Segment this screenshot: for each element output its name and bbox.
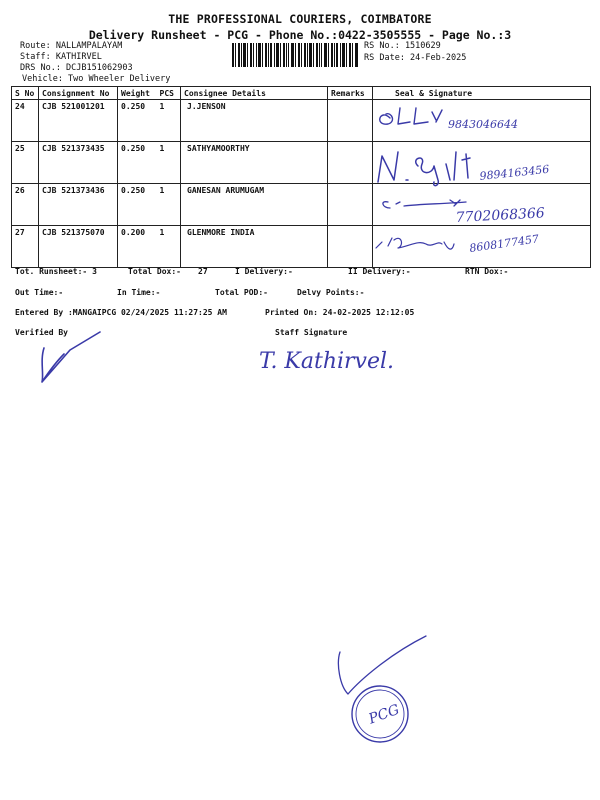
consignee-name: GANESAN ARUMUGAM [187, 186, 265, 195]
seal-phone-26: 7702068366 [455, 205, 546, 226]
cell-remarks [328, 100, 373, 142]
cell-consignee [181, 226, 328, 268]
cell-weight: 0.200 [121, 228, 146, 237]
cell-sno: 27 [12, 226, 39, 268]
route-label: Route: NALLAMPALAYAM [20, 41, 123, 51]
cell-pcs: 1 [159, 228, 165, 237]
cell-pcs: 1 [159, 102, 165, 111]
runsheet-title: Delivery Runsheet - PCG - Phone No.:0422-3505555 - Page No.:3 [88, 28, 512, 42]
consignee-name: J.JENSON [187, 102, 226, 111]
tot-runsheet: Tot. Runsheet:- 3 [15, 267, 97, 276]
table-header-row [12, 87, 591, 100]
col-weight-pcs [118, 87, 181, 100]
cell-pcs: 1 [159, 144, 165, 153]
cell-sno: 25 [12, 142, 39, 184]
ii-delivery: II Delivery:- [348, 267, 411, 276]
cell-weight-pcs [118, 142, 181, 184]
in-time: In Time:- [117, 288, 161, 297]
cell-consignee [181, 100, 328, 142]
pcg-stamp [330, 630, 440, 760]
consignee-name: SATHYAMOORTHY [187, 144, 250, 153]
staff-signature-label: Staff Signature [275, 328, 348, 337]
consignee-name: GLENMORE INDIA [187, 228, 255, 237]
i-delivery: I Delivery:- [235, 267, 293, 276]
seal-phone-24: 9843046644 [448, 118, 518, 131]
signature-row-27 [376, 238, 454, 249]
stamp-tick [338, 636, 426, 694]
barcode [232, 43, 358, 67]
cell-weight-pcs [118, 226, 181, 268]
cell-sno: 26 [12, 184, 39, 226]
col-consignee: Consignee Details [181, 87, 328, 100]
cell-consignment: CJB 521373436 [39, 184, 118, 226]
cell-weight: 0.250 [121, 186, 146, 195]
cell-consignee [181, 142, 328, 184]
rs-date: RS Date: 24-Feb-2025 [364, 53, 467, 63]
cell-remarks [328, 226, 373, 268]
col-weight: Weight [121, 88, 150, 98]
seal-phone-27: 8608177457 [468, 232, 540, 255]
total-pod: Total POD:- [215, 288, 268, 297]
cell-weight-pcs [118, 184, 181, 226]
col-sno: S No [12, 87, 39, 100]
stamp-text: PCG [366, 701, 402, 728]
printed-on: Printed On: 24-02-2025 12:12:05 [265, 308, 415, 317]
rs-number: RS No.: 1510629 [364, 41, 441, 51]
verified-by-label: Verified By [15, 328, 68, 337]
cell-sno: 24 [12, 100, 39, 142]
cell-consignment: CJB 521001201 [39, 100, 118, 142]
signature-row-26 [383, 200, 466, 208]
col-pcs: PCS [159, 88, 174, 98]
seal-phone-25: 9894163456 [478, 162, 550, 183]
vehicle-label: Vehicle: Two Wheeler Delivery [22, 74, 171, 84]
signature-row-25 [378, 152, 470, 186]
cell-weight: 0.250 [121, 102, 146, 111]
staff-signature-text: T. Kathirvel. [259, 349, 395, 374]
cell-consignment: CJB 521375070 [39, 226, 118, 268]
staff-signature [255, 338, 395, 382]
col-consignment: Consignment No [39, 87, 118, 100]
total-dox-label: Total Dox:- [128, 267, 181, 276]
cell-weight-pcs [118, 100, 181, 142]
signature-row-24 [380, 108, 442, 124]
verified-signature [30, 330, 120, 390]
cell-consignee [181, 184, 328, 226]
out-time: Out Time:- [15, 288, 64, 297]
seal-signatures [370, 100, 592, 266]
cell-weight: 0.250 [121, 144, 146, 153]
total-dox-value: 27 [198, 267, 208, 276]
drs-number: DRS No.: DCJB151062903 [20, 63, 133, 73]
delvy-points: Delvy Points:- [297, 288, 365, 297]
col-remarks: Remarks [328, 87, 373, 100]
cell-consignment: CJB 521373435 [39, 142, 118, 184]
cell-pcs: 1 [159, 186, 165, 195]
rtn-dox: RTN Dox:- [465, 267, 509, 276]
col-seal: Seal & Signature [373, 87, 591, 100]
staff-label: Staff: KATHIRVEL [20, 52, 102, 62]
cell-remarks [328, 184, 373, 226]
company-name: THE PROFESSIONAL COURIERS, COIMBATORE [168, 12, 432, 26]
entered-by: Entered By :MANGAIPCG 02/24/2025 11:27:25 AM [15, 308, 227, 317]
cell-remarks [328, 142, 373, 184]
